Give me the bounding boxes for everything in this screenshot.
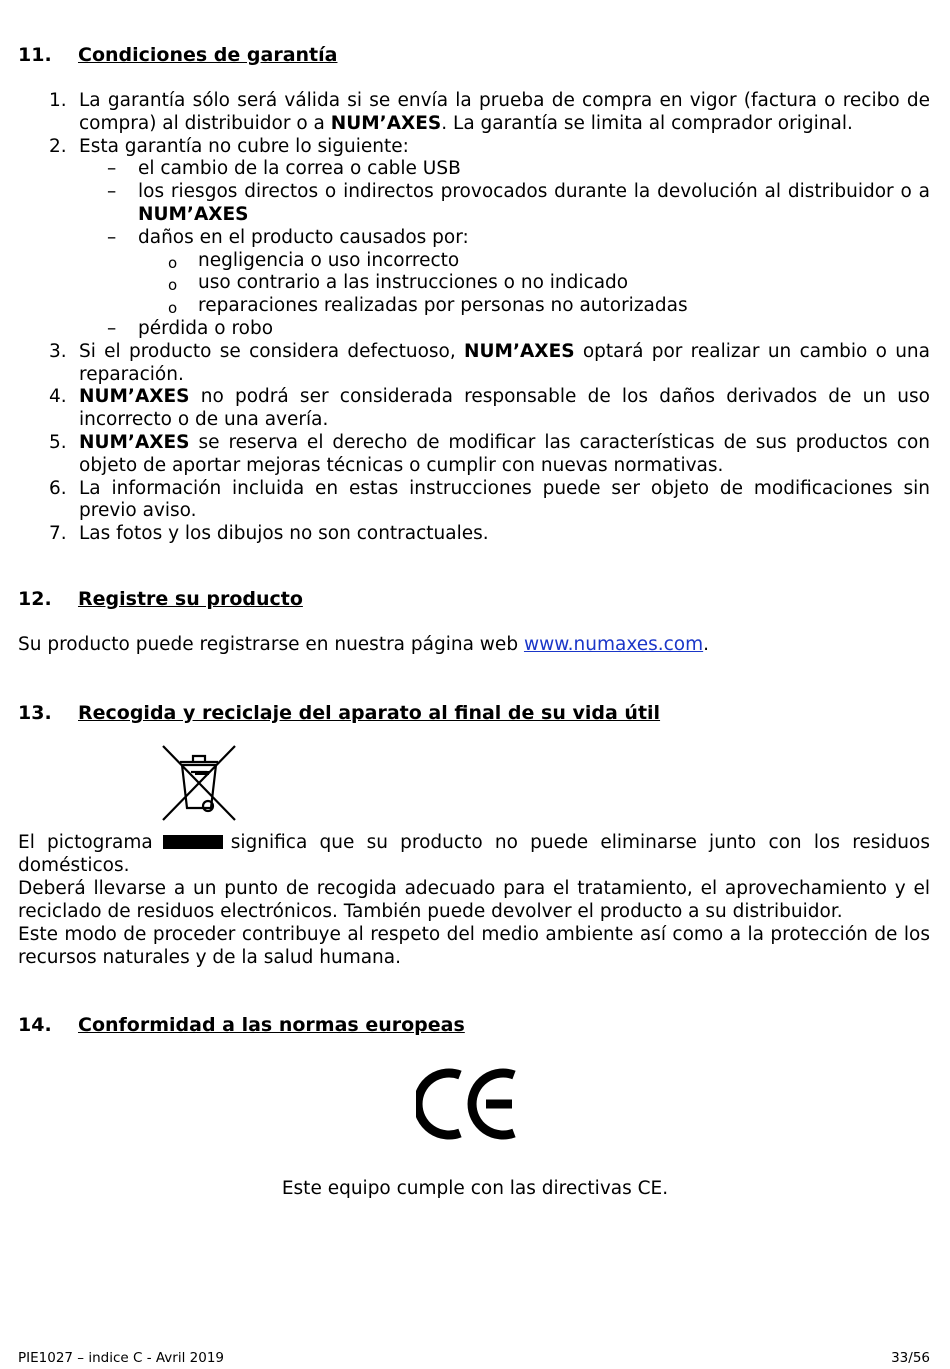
website-link[interactable]: www.numaxes.com bbox=[523, 634, 704, 655]
paragraph-text: El pictograma bbox=[18, 832, 153, 853]
list-item bbox=[18, 523, 930, 546]
paragraph-text: significa que su producto no puede eliminarse junto con los residuos domésticos. bbox=[18, 832, 930, 876]
paragraph-text: Su producto puede registrarse en nuestra página web bbox=[18, 634, 524, 655]
list-number: 3. bbox=[49, 340, 67, 362]
brand-name: NUM’AXES bbox=[330, 112, 442, 134]
list-item bbox=[18, 478, 930, 524]
brand-name: NUM’AXES bbox=[79, 431, 190, 453]
list-item bbox=[18, 136, 930, 159]
sub-sub-list-item bbox=[18, 272, 930, 295]
list-text: . La garantía se limita al comprador original. bbox=[441, 112, 853, 134]
circle-bullet: o bbox=[168, 253, 178, 272]
list-item bbox=[18, 386, 930, 432]
list-text: no podrá ser considerada responsable de los daños derivados de un uso incorrecto o de una avería. bbox=[79, 386, 930, 431]
ce-compliance-text: Este equipo cumple con las directivas CE. bbox=[281, 1178, 669, 1199]
dash-bullet: – bbox=[107, 181, 117, 203]
section-title: Registre su producto bbox=[78, 588, 303, 610]
list-text: uso contrario a las instrucciones o no indicado bbox=[198, 272, 629, 294]
list-text: se reserva el derecho de modificar las características de sus productos con objeto de aportar mejoras técnicas o cumplir con nuevas normativas. bbox=[79, 431, 930, 476]
brand-name: NUM’AXES bbox=[464, 340, 575, 362]
section-number: 11. bbox=[18, 44, 52, 66]
sub-sub-list-item bbox=[18, 250, 930, 273]
sub-list-item bbox=[18, 158, 930, 181]
recycling-paragraph bbox=[18, 878, 930, 924]
brand-name: NUM’AXES bbox=[138, 203, 249, 225]
sub-list-item bbox=[18, 227, 930, 250]
sub-sub-list-item bbox=[18, 295, 930, 318]
section-number: 12. bbox=[18, 588, 52, 610]
footer-document-ref: PIE1027 – indice C - Avril 2019 bbox=[18, 1350, 225, 1366]
list-text: Si el producto se considera defectuoso, bbox=[79, 340, 465, 362]
section-11-heading bbox=[18, 44, 337, 67]
list-number: 7. bbox=[49, 523, 67, 545]
paragraph-text: . bbox=[703, 634, 710, 655]
list-text: reparaciones realizadas por personas no autorizadas bbox=[198, 295, 688, 317]
section-14-heading bbox=[18, 1014, 465, 1037]
list-number: 2. bbox=[49, 135, 67, 157]
list-item bbox=[18, 90, 930, 136]
pictogram-bar-icon bbox=[163, 835, 223, 849]
circle-bullet: o bbox=[168, 276, 178, 295]
list-text: daños en el producto causados por: bbox=[138, 226, 469, 248]
environment-paragraph bbox=[18, 924, 930, 970]
section-title: Conformidad a las normas europeas bbox=[78, 1014, 465, 1036]
list-number: 5. bbox=[49, 431, 67, 453]
sub-list-item bbox=[18, 318, 930, 341]
list-item bbox=[18, 432, 930, 478]
pictogram-paragraph bbox=[18, 832, 930, 878]
list-text: negligencia o uso incorrecto bbox=[198, 249, 460, 271]
section-number: 14. bbox=[18, 1014, 52, 1036]
weee-crossed-bin-icon bbox=[160, 744, 238, 822]
list-text: los riesgos directos o indirectos provocados durante la devolución al distribuidor o a bbox=[138, 181, 930, 203]
warranty-list bbox=[18, 90, 930, 546]
list-number: 1. bbox=[49, 90, 67, 111]
section-title: Condiciones de garantía bbox=[78, 44, 338, 66]
footer-page-number: 33/56 bbox=[891, 1350, 930, 1366]
list-text: Las fotos y los dibujos no son contractuales. bbox=[79, 523, 489, 545]
register-paragraph bbox=[18, 634, 930, 657]
list-text: La garantía sólo será válida si se envía la prueba de compra en vigor (factura o recibo de compra) al distribuidor o a bbox=[79, 90, 930, 134]
list-number: 6. bbox=[49, 477, 67, 499]
dash-bullet: – bbox=[107, 317, 117, 339]
list-text: La información incluida en estas instrucciones puede ser objeto de modificaciones sin previo aviso. bbox=[79, 477, 930, 522]
list-text: Esta garantía no cubre lo siguiente: bbox=[79, 135, 409, 157]
ce-mark-icon bbox=[416, 1068, 520, 1140]
dash-bullet: – bbox=[107, 158, 117, 180]
list-text: pérdida o robo bbox=[138, 317, 274, 339]
sub-list-item bbox=[18, 181, 930, 227]
brand-name: NUM’AXES bbox=[79, 386, 190, 408]
list-number: 4. bbox=[49, 386, 67, 408]
list-text: optará por realizar un cambio o una reparación. bbox=[79, 340, 930, 385]
circle-bullet: o bbox=[168, 299, 178, 318]
section-13-heading bbox=[18, 702, 660, 725]
section-12-heading bbox=[18, 588, 303, 611]
dash-bullet: – bbox=[107, 226, 117, 248]
list-text: el cambio de la correa o cable USB bbox=[138, 158, 461, 180]
list-item bbox=[18, 341, 930, 387]
paragraph-text: Deberá llevarse a un punto de recogida adecuado para el tratamiento, el aprovechamiento y el reciclado de residuos electrónicos. También puede devolver el producto a su distribuidor. bbox=[18, 878, 930, 922]
section-number: 13. bbox=[18, 702, 52, 724]
section-title: Recogida y reciclaje del aparato al final de su vida útil bbox=[78, 702, 661, 724]
paragraph-text: Este modo de proceder contribuye al respeto del medio ambiente así como a la protección de los recursos naturales y de la salud humana. bbox=[18, 924, 930, 968]
